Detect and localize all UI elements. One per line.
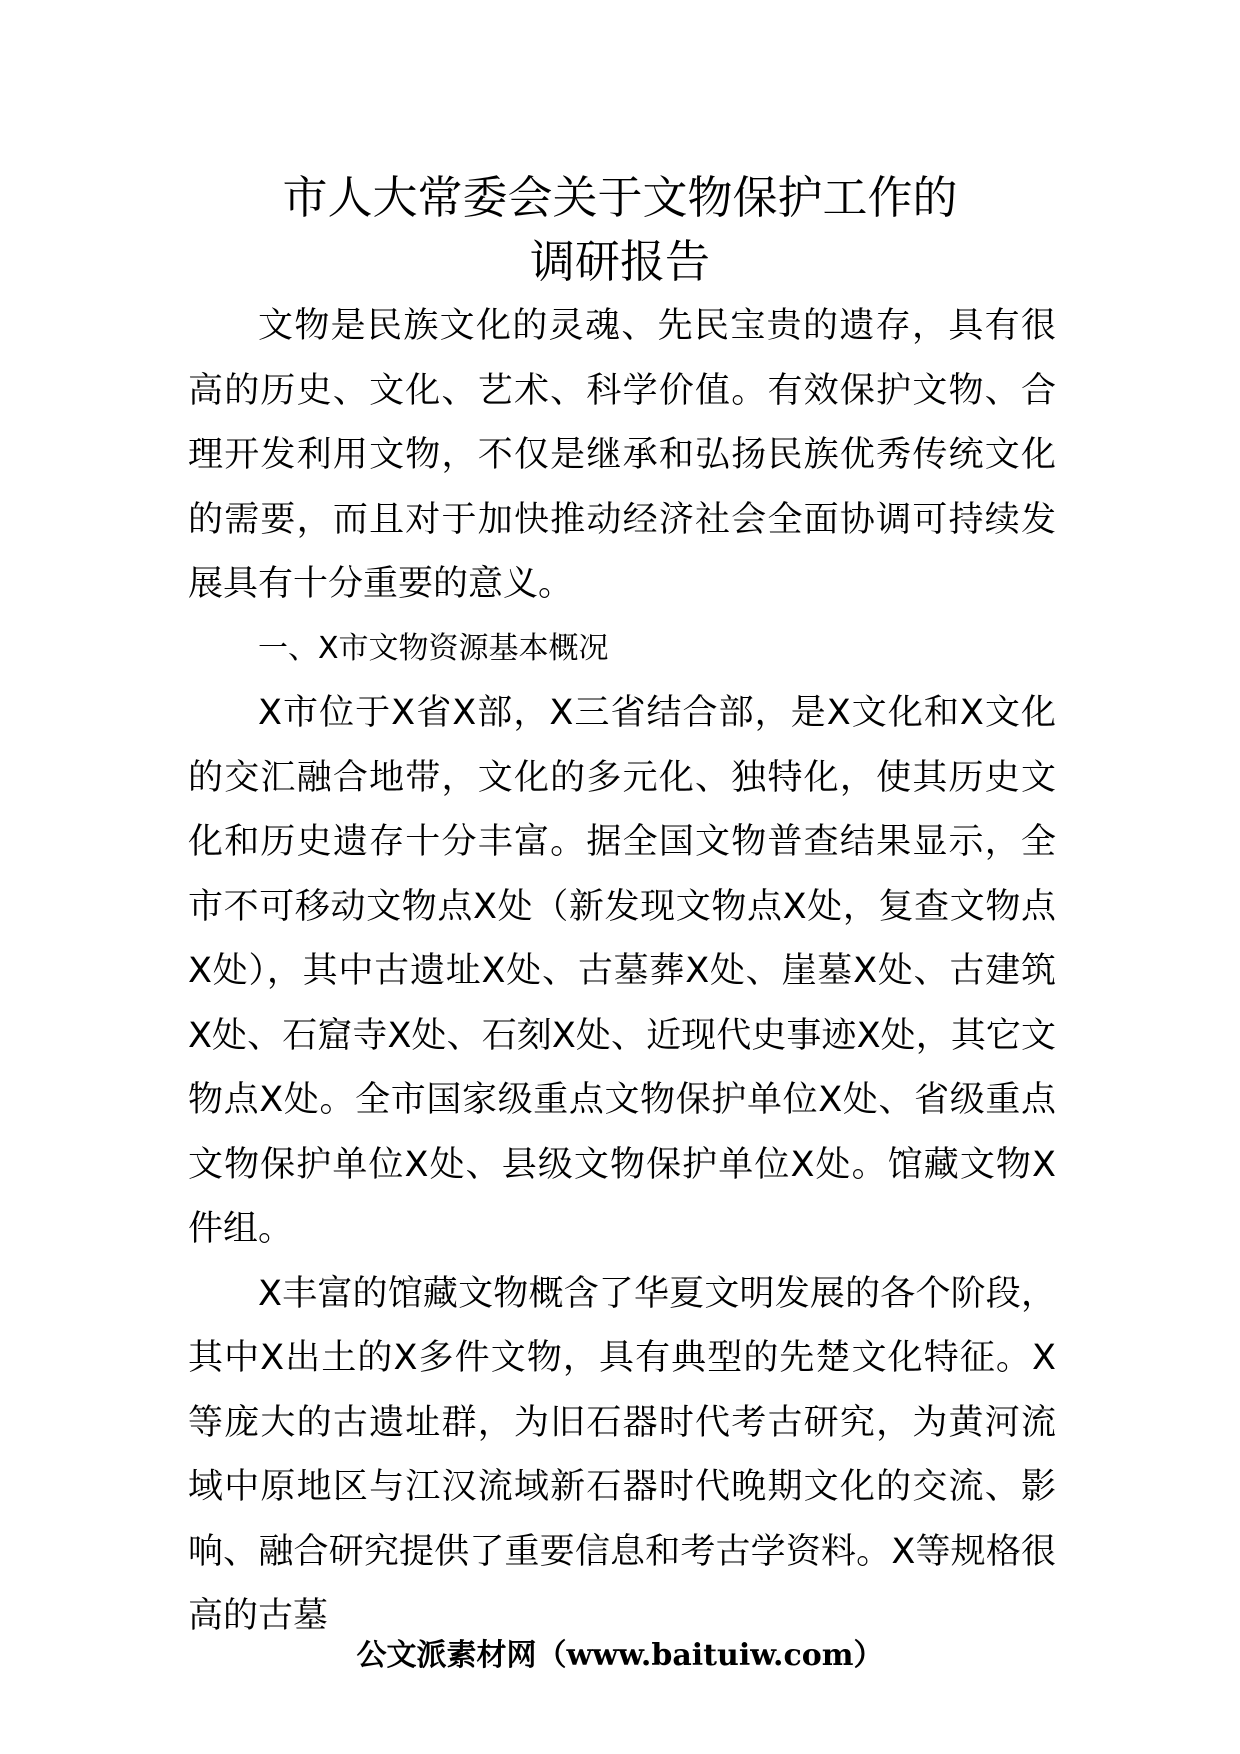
body-paragraph: X市位于X省X部，X三省结合部，是X文化和X文化的交汇融合地带，文化的多元化、独特化，使其历史文化和历史遗存十分丰富。据全国文物普查结果显示，全市不可移动文物点X处（新发现文物点X处，复查文物点X处），其中古遗址X处、古墓葬X处、崖墓X处、古建筑X处、石窟寺X处、石刻X处、近现代史事迹X处，其它文物点X处。全市国家级重点文物保护单位X处、省级重点文物保护单位X处、县级文物保护单位X处。馆藏文物X件组。 [188,693,1056,1249]
body-paragraph: X丰富的馆藏文物概含了华夏文明发展的各个阶段，其中X出土的X多件文物，具有典型的先楚文化特征。X等庞大的古遗址群，为旧石器时代考古研究，为黄河流域中原地区与江汉流域新石器时代晚期文化的交流、影响、融合研究提供了重要信息和考古学资料。X等规格很高的古墓 [188,1273,1056,1636]
footer-watermark: 公文派素材网（www.baituiw.com） [356,1638,884,1673]
intro-paragraph: 文物是民族文化的灵魂、先民宝贵的遗存，具有很高的历史、文化、艺术、科学价值。有效保护文物、合理开发利用文物，不仅是继承和弘扬民族优秀传统文化的需要，而且对于加快推动经济社会全面协调可持续发展具有十分重要的意义。 [188,306,1056,604]
section-heading: 一、X市文物资源基本概况 [258,630,609,666]
document-body [188,294,1056,1649]
document-title-line-1: 市人大常委会关于文物保护工作的 [282,171,958,224]
document-title-line-2: 调研报告 [529,235,710,288]
